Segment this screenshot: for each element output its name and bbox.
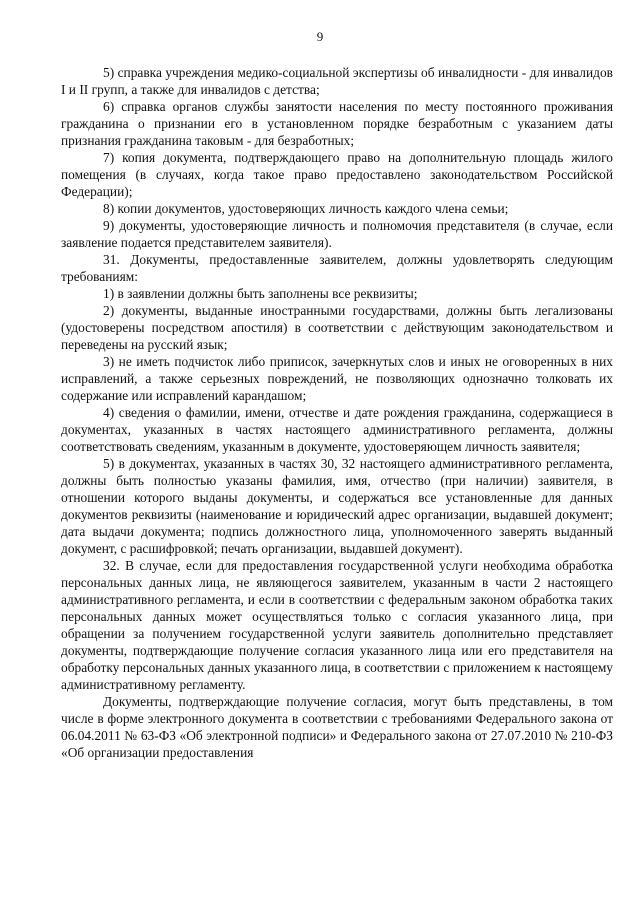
item-8-identity-copies: 8) копии документов, удостоверяющих личность каждого члена семьи; [103, 201, 509, 216]
item-9-representative-documents: 9) документы, удостоверяющие личность и полномочия представителя (в случае, если заявление подается представителем заявителя). [61, 218, 613, 250]
requirement-3: 3) не иметь подчисток либо приписок, зачеркнутых слов и иных не оговоренных в них исправлений, а также серьезных повреждений, не позволяющих однозначно толковать их содержание или исправлений карандашом; [61, 354, 613, 403]
body-text [61, 64, 613, 761]
page-number: 9 [316, 29, 324, 44]
consent-documents-paragraph: Документы, подтверждающие получение согласия, могут быть представлены, в том числе в форме электронного документа в соответствии с требованиями Федерального закона от 06.04.2011 № 63-ФЗ «Об электронной подписи» и Федерального закона от 27.07.2010 № 210-ФЗ «Об организации предоставления [61, 694, 613, 760]
requirement-1: 1) в заявлении должны быть заполнены все реквизиты; [103, 286, 418, 301]
requirement-2: 2) документы, выданные иностранными государствами, должны быть легализованы (удостоверены посредством апостиля) в соответствии с действующим законодательством и переведены на русский язык; [61, 303, 613, 352]
item-7-additional-space-document: 7) копия документа, подтверждающего право на дополнительную площадь жилого помещения (в случаях, когда такое право предоставлено законодательством Российской Федерации); [61, 150, 613, 199]
clause-32: 32. В случае, если для предоставления государственной услуги необходима обработка персональных данных лица, не являющегося заявителем, указанным в части 2 настоящего административного регламента, и если в соответствии с федеральным законом обработка таких персональных данных может осуществляться только с согласия указанного лица, при обращении за получением государственной услуги заявитель дополнительно представляет документы, подтверждающие получение согласия указанного лица или его представителя на обработку персональных данных указанного лица, в соответствии с приложением к настоящему административному регламенту. [61, 558, 613, 692]
requirement-4: 4) сведения о фамилии, имени, отчестве и дате рождения гражданина, содержащиеся в документах, указанных в частях настоящего административного регламента, должны соответствовать сведениям, указанным в документе, удостоверяющем личность заявителя; [61, 405, 613, 454]
requirement-5: 5) в документах, указанных в частях 30, 32 настоящего административного регламента, должны быть полностью указаны фамилия, имя, отчество (при наличии) заявителя, в отношении которого выданы документы, и содержаться все установленные для данных документов реквизиты (наименование и юридический адрес организации, выдавшей документ; дата выдачи документа; подпись должностного лица, уполномоченного заверять выданный документ, с расшифровкой; печать организации, выдавшей документ). [61, 456, 613, 556]
item-6-employment-certificate: 6) справка органов службы занятости населения по месту постоянного проживания гражданина о признании его в установленном порядке безработным с указанием даты признания гражданина таковым - для безработных; [61, 99, 613, 148]
item-5-disability-certificate: 5) справка учреждения медико-социальной экспертизы об инвалидности - для инвалидов I и II групп, а также для инвалидов с детства; [61, 65, 613, 97]
clause-31-heading: 31. Документы, предоставленные заявителем, должны удовлетворять следующим требованиям: [61, 252, 613, 284]
